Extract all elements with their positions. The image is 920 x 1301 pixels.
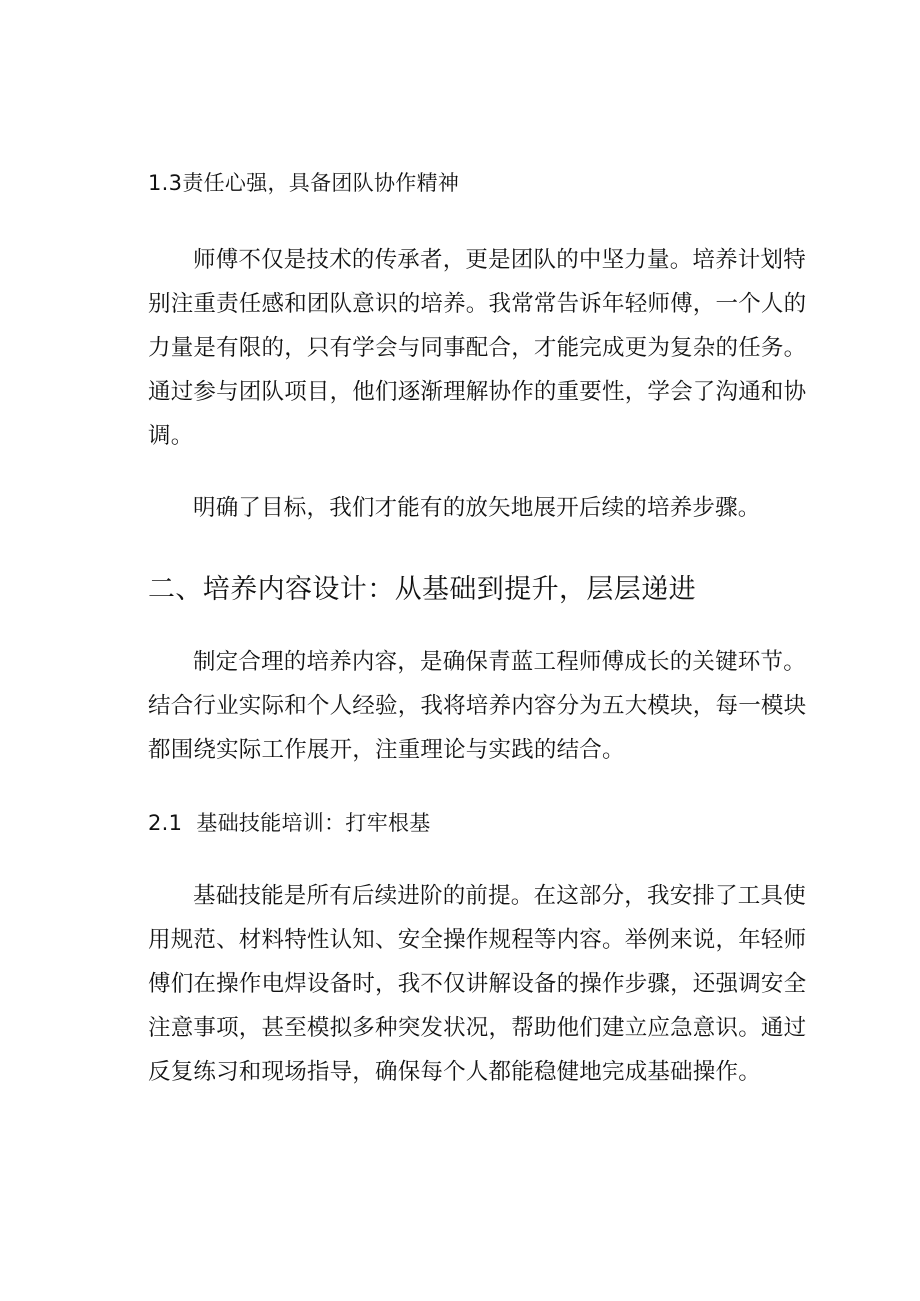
document-body: [148, 168, 828, 1094]
paragraph-content-design: 制定合理的培养内容，是确保青蓝工程师傅成长的关键环节。结合行业实际和个人经验，我将培养内容分为五大模块，每一模块都围绕实际工作展开，注重理论与实践的结合。: [148, 649, 807, 763]
paragraph-basic-skills: 基础技能是所有后续进阶的前提。在这部分，我安排了工具使用规范、材料特性认知、安全操作规程等内容。举例来说，年轻师傅们在操作电焊设备时，我不仅讲解设备的操作步骤，还强调安全注意事项，甚至模拟多种突发状况，帮助他们建立应急意识。通过反复练习和现场指导，确保每个人都能稳健地完成基础操作。: [148, 883, 807, 1085]
subheading-1-3: [148, 168, 828, 198]
subheading-title: 基础技能培训：打牢根基: [196, 811, 431, 835]
section-heading-2: 二、培养内容设计：从基础到提升，层层递进: [148, 574, 696, 605]
subheading-number: 2.1: [148, 811, 183, 835]
subheading-2-1: [148, 808, 828, 838]
subheading-title: 责任心强，具备团队协作精神: [182, 171, 460, 195]
subheading-number: 1.3: [148, 171, 183, 195]
paragraph-teamwork: 师傅不仅是技术的传承者，更是团队的中坚力量。培养计划特别注重责任感和团队意识的培养。我常常告诉年轻师傅，一个人的力量是有限的，只有学会与同事配合，才能完成更为复杂的任务。通过参与团队项目，他们逐渐理解协作的重要性，学会了沟通和协调。: [148, 247, 807, 449]
paragraph-goal-summary: 明确了目标，我们才能有的放矢地展开后续的培养步骤。: [193, 495, 761, 521]
